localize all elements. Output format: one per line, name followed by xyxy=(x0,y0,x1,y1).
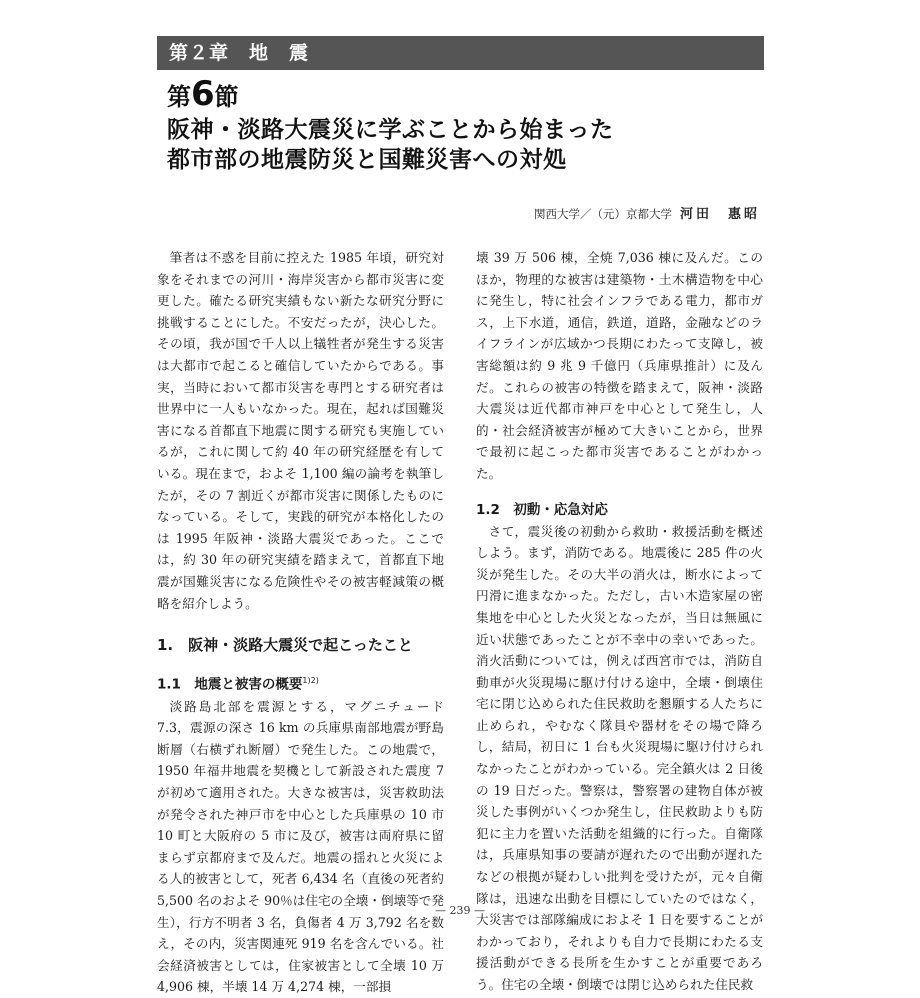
left-column xyxy=(157,247,444,998)
section-heading xyxy=(167,76,767,175)
chapter-header: 第２章 地 震 xyxy=(157,36,764,70)
heading-1-1: 1.1 地震と被害の概要$^{1)2)}$ xyxy=(157,676,319,693)
paragraph-1-1-continued: 壊 39 万 506 棟，全焼 7,036 棟に及んだ。このほか，物理的な被害は建築物・土木構造物を中心に発生し，特に社会インフラである電力，都市ガス，上下水道，通信，鉄道，道路，金融などのライフラインが広域かつ長期にわたって支障し，被害総額は約 9 兆 9 千億円（兵庫県推計）に及んだ。これらの被害の特徴を踏まえて，阪神・淡路大震災は近代都市神戸を中心として発生し，人的・社会経済被害が極めて大きいことから，世界で最初に起こった都市災害であることがわかった。 xyxy=(476,250,763,481)
intro-paragraph: 筆者は不惑を目前に控えた 1985 年頃，研究対象をそれまでの河川・海岸災害から都市災害に変更した。確たる研究実績もない新たな研究分野に挑戦することにした。不安だったが，決心した。その頃，我が国で千人以上犠牲者が発生する災害は大都市で起こると確信していたからである。事実，当時において都市災害を専門とする研究者は世界中に一人もいなかった。現在，起れば国難災害になる首都直下地震に関する研究も実施しているが，これに関して約 40 年の研究経歴を有している。現在まで，およそ 1,100 編の論考を執筆したが，その 7 割近くが都市災害に関係したものになっている。そして，実践的研究が本格化したのは 1995 年阪神・淡路大震災であった。ここでは，約 30 年の研究実績を踏まえて，首都直下地震が国難災害になる危険性やその被害軽減策の概略を紹介しよう。 xyxy=(157,250,444,611)
reference-marker: 1)2) xyxy=(302,676,319,686)
paragraph-1-2: さて，震災後の初動から救助・救援活動を概述しよう。まず，消防である。地震後に 285 件の火災が発生した。その大半の消火は，断水によって円滑に進まなかった。ただし，古い木造家屋の密集地を中心とした火災となったが，当日は無風に近い状態であったことが不幸中の幸いであった。消火活動については，例えば西宮市では，消防自動車が火災現場に駆け付ける途中，全壊・倒壊住宅に閉じ込められた住民救助を懇願する人たちに止められ，やむなく隊員や器材をその場で降ろし，結局，初日に 1 台も火災現場に駆け付けられなかったことがわかっている。完全鎮火は 2 日後の 19 日だった。警察は，警察署の建物自体が被災した事例がいくつか発生し，住民救助よりも防犯に主力を置いた活動を組織的に行った。自衛隊は，兵庫県知事の要請が遅れたので出動が遅れたなどの根拠が疑わしい批判を受けたが，元々自衛隊は，迅速な出動を目標にしていたのではなく，大災害では部隊編成におよそ 1 日を要することがわかっており，それよりも自力で長期にわたる支援活動ができる長所を生かすことが重要であろう。住宅の全壊・倒壊では閉じ込められた住民救 xyxy=(476,523,763,992)
author-byline xyxy=(534,203,760,222)
heading-1: 1. 阪神・淡路大震災で起こったこと xyxy=(157,636,413,655)
section-title-line-2: 都市部の地震防災と国難災害への対処 xyxy=(167,147,567,173)
page-number: — 239 — xyxy=(435,904,485,917)
heading-1-2: 1.2 初動・応急対応 xyxy=(476,501,608,518)
section-title-line-1: 阪神・淡路大震災に学ぶことから始まった xyxy=(167,117,614,143)
right-column xyxy=(476,247,763,996)
author-name: 河田 惠昭 xyxy=(679,207,760,222)
section-number: 第6節 xyxy=(167,74,239,114)
paragraph-1-1: 淡路島北部を震源とする，マグニチュード 7.3，震源の深さ 16 km の兵庫県南部地震が野島断層（右横ずれ断層）で発生した。この地震で，1950 年福井地震を契機として新設された震度 7 が初めて適用された。大きな被害は，災害救助法が発令された神戸市を中心とした兵庫県の 10 市 10 町と大阪府の 5 市に及び，被害は両府県に留まらず京都府まで及んだ。地震の揺れと火災による人的被害として，死者 6,434 名（直後の死者約 5,500 名のおよそ 90％は住宅の全壊・倒壊等で発生），行方不明者 3 名，負傷者 4 万 3,792 名を数え，その内，災害関連死 919 名を含んでいる。社会経済被害としては，住家被害として全壊 10 万 4,906 棟，半壊 14 万 4,274 棟，一部損 xyxy=(157,698,444,995)
author-affiliation: 関西大学／（元）京都大学 xyxy=(533,207,672,221)
